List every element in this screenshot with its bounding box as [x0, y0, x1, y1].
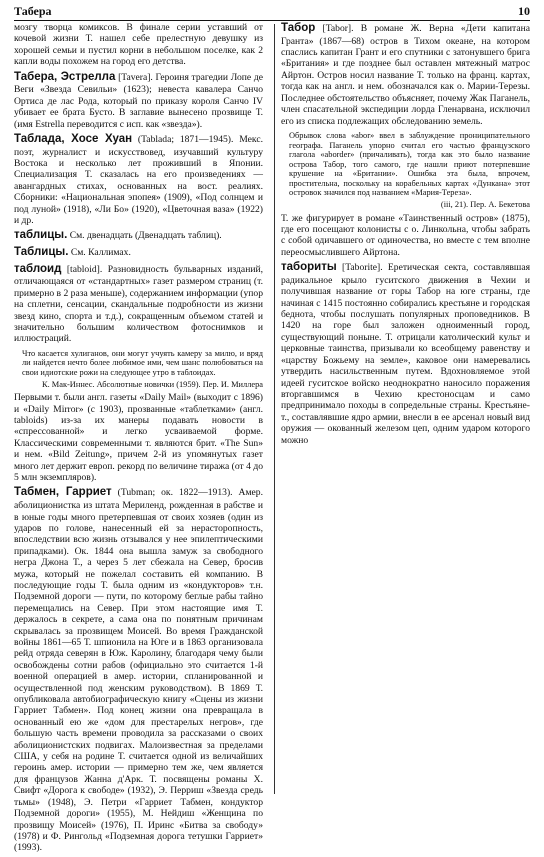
entry-text: [Tabor]. В романе Ж. Верна «Дети капитана Гранта» (1867—68) остров в Тихом океане, на котором спаслись капитан Грант и его спутники с затонувшего брига «Британия» и где позднее был оставлен мятежный матрос Айртон. Остров носил название Т. только на франц. картах, тогда как на англ. и нем. обозначался как о. Марии-Терезы. Последнее обстоятельство объясняет, почему Жак Паганель, член спасательной экспедиции лорда Гленарвана, исключил его из списка подлежащих обследованию земель. [281, 23, 530, 127]
left-column [14, 22, 263, 857]
headword: табориты [281, 261, 337, 274]
tabloid-quote: Что касается хулиганов, они могут учуять камеру за милю, и вряд ли найдется нечто более любимое ими, чем шанс полюбоваться на свои идиотские рожи на следующее утро в таблоидах. [22, 348, 263, 378]
comics-entry-continuation: мозгу творца комиксов. В финале серии уставший от кочевой жизни Т. нашел себе прелестную девушку из хорошей семьи и пустил корни в небольшом поселке, как 2 капли воды похожем на город его детства. [14, 22, 263, 68]
headword: таблицы. [14, 229, 68, 242]
entry-tabor [281, 22, 530, 127]
entry-text: [Tavera]. Героиня трагедии Лопе де Веги «Звезда Севильи» (1623); невеста кавалера Санчо Ортиса де лас Рода, который по приказу короля Санчо IV убивает ее брата Бусто. В заглавие вынесено прозвище Т. (имя Estrella переводится с исп. как «звезда»). [14, 71, 263, 130]
entry-text: См. Каллимах. [68, 247, 131, 259]
entry-text: (Tubman; ок. 1822—1913). Амер. аболиционистка из штата Мериленд, рожденная в рабстве и в юные годы много претерпевшая от своих хозяев (один из ударов по голове, нанесенный ей за нерасторопность, впоследствии всю жизнь отзывался у нее эпилептическими припадками). Ок. 1844 она вышла замуж за свободного негра Джона Т., а через 5 лет сбежала на Север, бросив мужа, который не пожелал составить ей компанию. В последующие годы Т. была одним из «кондукторов» т.н. Подземной дороги — пути, по которому беглые рабы тайно перемещались на Север. При этом настоящие имя Т. держалось в секрете, а сама она по понятным причинам скрывалась за прозвищем Моисей. Во время Гражданской войны 1861—65 Т. шпионила на Юге и в 1863 организовала рейд отряда северян в Юж. Каролину, благодаря чему были освобождены сотни рабов (официально это считается 1-й военной операцией в амер. истории, спланированной и осуществленной под женским руководством). В 1869 Т. опубликовала автобиографическую книгу «Сцены из жизни Гарриет Табмен». Под конец жизни она превращала в основанный ею же «дом для престарелых негров», где большую часть времени проводила за рассказами о своих аболиционистских подвигах. Малоизвестная за пределами США, у себя на родине Т. считается одной из величайших героинь амер. истории — примерно тем же, чем является для французов Жанна д'Арк. Т. посвящены романы Х. Свифт «Дорога к свободе» (1932), Э. Перриш «Звезда средь тьмы» (1948), Э. Петри «Гарриет Табмен, кондуктор Подземной дороги» (1955), М. Нейдиш «Женщина по прозвищу Моисей» (1976), П. Иринс «Битва за свободу» (1978) и Ф. Рингольд «Подземная дорога тетушки Гарриет» (1993). [14, 487, 263, 854]
headword: Таблада, Хосе Хуан [14, 132, 133, 145]
entry-text: [Taborite]. Еретическая секта, составлявшая радикальное крыло гуситского движения в Чехии и получившая название от горы Табор на юге страны, где начиная с 1415 постоянно собирались крестьяне и городская беднота, чтобы послушать популярных проповедников. В 1420 на горе был заложен одноименный город, существующий поныне. Т. отрицали католический культ и церковные таинства, призывали ко всеобщему равенству и «царству Божьему на земле», каковое они намеревались утвердить насильственным путем. Вдохновляемое этой идеей гуситское войско неоднократно наносило поражения вторгавшимся в Чехию крестоносцам и само предпринимало походы в сопредельные страны. Крестьяне-т., составлявшие ядро армии, внесли в ее арсенал новый вид оружия — окованный железом цеп, одним ударом которого можно [281, 262, 530, 446]
entry-tabloid [14, 263, 263, 345]
headword: Табера, Эстрелла [14, 70, 116, 83]
entry-tablitsy-callimachus [14, 246, 263, 260]
tabloid-continued: Первыми т. были англ. газеты «Daily Mail» (выходит с 1896) и «Daily Mirror» (с 1903), прозванные «таблетками» (англ. tabloids) из-за их манеры подавать новости в «спрессованной» и легко усваиваемой форме. Классическими современными т. являются брит. «The Sun» и нем. «Bild Zeitung», причем 2-й из упомянутых газет много лет держит европ. рекорд по величине тиража (от 4 до 5 млн экземпляров). [14, 392, 263, 484]
quote-attribution: К. Мак-Иннес. Абсолютные новички (1959). Пер. И. Миллера [42, 379, 263, 389]
headword: таблоид [14, 262, 62, 275]
headword: Табмен, Гарриет [14, 486, 112, 499]
entry-tablitsy-crossref [14, 229, 263, 243]
right-column [281, 22, 530, 449]
tabor-quote: Обрывок слова «abor» ввел в заблуждение прониципательного географа. Паганель упорно считал его частью французского глагола «aborder» (причаливать), тогда как это было название острова Табор, того самого, где нашли приют потерпевшие крушение на «Британии». Ошибка эта была, впрочем, простительна, поскольку на корабельных картах «Дункана» этот островок значился под названием «Мария-Тереза». [289, 130, 530, 198]
entry-taborites [281, 261, 530, 446]
page-number: 10 [518, 4, 530, 18]
entry-text: (Tablada; 1871—1945). Мекс. поэт, журналист и искусствовед, изучавший культуру Востока и несколько лет проживший в Японии. Специализация Т. сказалась на его произведениях — авангардных стихах, основанных на вост. реалиях. Сборники: «Национальная эпопея» (1909), «Под солнцем и под луной» (1918), «Ли Бо» (1920), «Цветочная ваза» (1922) и др. [14, 133, 263, 227]
entry-tubman [14, 486, 263, 853]
column-divider [274, 24, 275, 794]
tabor-quote-attribution: (iii, 21). Пер. А. Бекетова [440, 199, 530, 209]
entry-text: [tabloid]. Разновидность бульварных изданий, отличающаяся от «стандартных» газет размером страниц (т. примерно в 2 раза меньше), содержанием информации (упор на сплетни, сенсации, скандальные подробности из жизни звезд кино, спорта и т.д.), сокращенным объемом статей и значительно большим количеством фотоснимков и иллюстраций. [14, 263, 263, 345]
running-head-title: Табера [14, 4, 52, 18]
headword: Табор [281, 22, 316, 34]
tabor-continued: Т. же фигурирует в романе «Таинственный остров» (1875), где его посещают колонисты с о. Линкольна, чтобы забрать с собой одичавшего от одиночества, но вместе с тем вполне переосмыслившего Айртона. [281, 212, 530, 258]
headword: Таблицы. [14, 246, 69, 259]
running-header [14, 2, 530, 21]
entry-text: См. двенадцать (Двенадцать таблиц). [67, 230, 222, 242]
entry-tabera [14, 71, 263, 130]
entry-tablada [14, 133, 263, 227]
